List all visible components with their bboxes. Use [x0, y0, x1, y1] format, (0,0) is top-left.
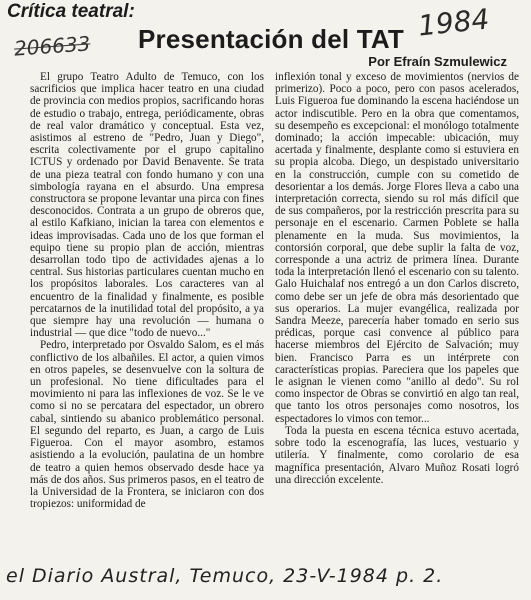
- article-column-left: [30, 71, 264, 510]
- article-column-right: [275, 71, 519, 486]
- article-byline: Por Efraín Szmulewicz: [368, 54, 507, 69]
- handwritten-catalog-number: 206633: [13, 31, 92, 61]
- paragraph: Toda la puesta en escena técnica estuvo acertada, sobre todo la escenografía, las luces, vestuario y utilería. Y finalmente, como corolario de esa magnífica presentación, Alvaro Muñoz Rosati logró una dirección excelente.: [275, 424, 519, 486]
- section-kicker: Crítica teatral:: [7, 1, 135, 22]
- column-divider: [268, 70, 269, 558]
- handwritten-year: 1984: [416, 2, 491, 43]
- article-headline: Presentación del TAT: [138, 24, 404, 54]
- paragraph: inflexión tonal y exceso de movimientos (nervios de primerizo). Poco a poco, pero con pasos acelerados, Luis Figueroa fue dominando la escena haciéndose un actor indiscutible. Pero en la obra que comentamos, su desempeño es excepcional: el monólogo totalmente dominado; la acción impecable: ubicación, muy acertada y finalmente, desplante como si estuviera en su propia alcoba. Diego, un despistado universitario en la construcción, cumple con su cometido de desorientar a los demás. Jorge Flores lleva a cabo una interpretación correcta, siendo su rol más difícil que de sus compañeros, por la restricción prescrita para su personaje en el escenario. Carmen Poblete se halla plenamente en la muda. Sus movimientos, la contorsión corporal, que debe suplir la falta de voz, corresponde a una actriz de primera línea. Durante toda la interpretación llenó el escenario con su talento. Galo Huichalaf nos entregó a un don Carlos discreto, como debe ser un jefe de obra más desorientado que sus operarios. La mujer evangélica, realizada por Sandra Meeze, parecería haber tomado en serio sus prédicas, porque casi convence al público para hacerse miembros del Ejército de Salvación; muy bien. Francisco Parra es un intérprete con características propias. Pareciera que los papeles que le asignan le vienen como "anillo al dedo". Su rol como inspector de Obras se convirtió en algo tan real, que tanto los otros personajes como nosotros, los espectadores lo vimos con temor...: [275, 71, 519, 425]
- handwritten-source-note: el Diario Austral, Temuco, 23-V-1984 p. 2.: [6, 565, 444, 587]
- paragraph: Pedro, interpretado por Osvaldo Salom, es el más conflictivo de los albañiles. El actor, a quien vimos en otros papeles, se desenvuelve con la soltura de un profesional. No tiene dificultades para el movimiento ni para las inflexiones de voz. Se le ve como si no se percatara del espectador, un obrero cabal, sintiendo su abanico problemático personal. El segundo del reparto, es Juan, a cargo de Luis Figueroa. Con el mayor asombro, estamos asistiendo a la evolución, paulatina de un hombre de teatro a quien hemos observado desde hace ya más de dos años. Sus primeros pasos, en el teatro de la Universidad de la Frontera, se iniciaron con dos tropiezos: uniformidad de: [30, 339, 264, 511]
- paragraph: El grupo Teatro Adulto de Temuco, con los sacrificios que implica hacer teatro en una ciudad de provincia con medios propios, sacrificando horas de estudio o trabajo, entrega, periódicamente, obras de real valor dramático y conceptual. Esta vez, asistimos al estreno de "Pedro, Juan y Diego", escrita colectivamente por el grupo capitalino ICTUS y ordenado por David Benavente. Se trata de una pieza teatral con fondo humano y con una simbología rayana en el absurdo. Una empresa constructora se propone levantar una pirca con fines desconocidos. Contrata a un grupo de obreros que, al estilo Kafkiano, inician la tarea con elementos e ideas improvisadas. Cada uno de los que forman el equipo tiene su propio plan de acción, mientras desarrollan todo tipo de actividades ajenas a lo central. Sus historias particulares cuentan mucho en los propósitos laborales. Los caracteres van al encuentro de la finalidad y finalmente, es posible percatarnos de la inutilidad total del propósito, a ya que siempre hay una revolución — humana o industrial — que dice "todo de nuevo...": [30, 71, 264, 340]
